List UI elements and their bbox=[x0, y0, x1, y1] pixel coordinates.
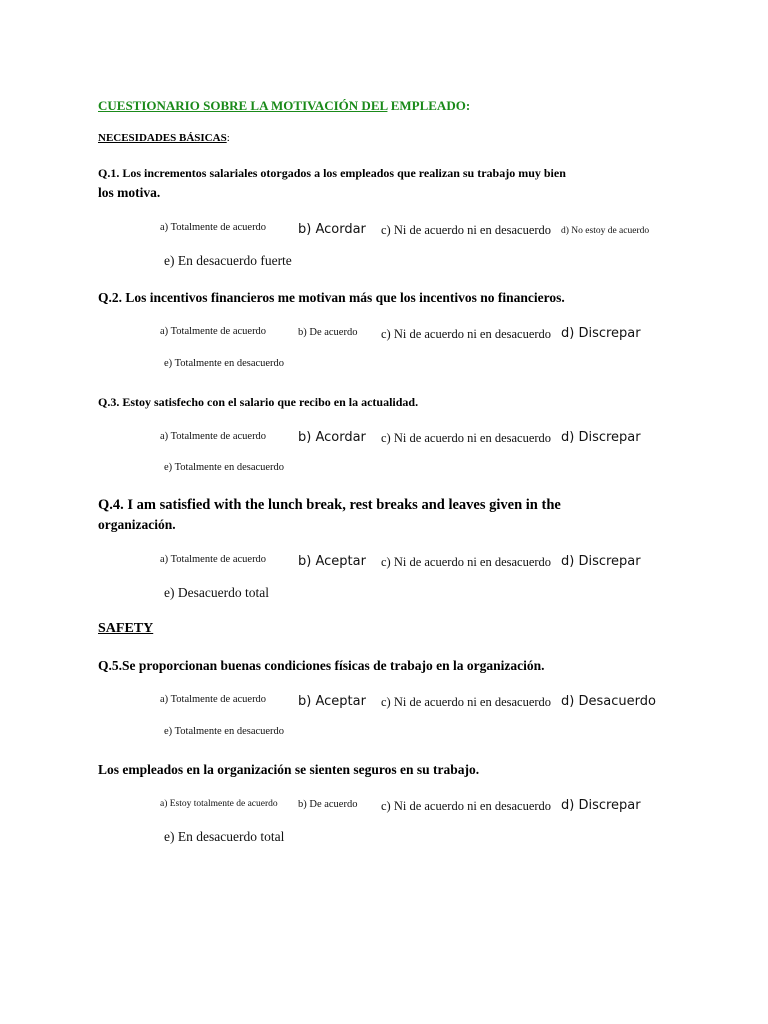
question-1-option-d[interactable]: d) No estoy de acuerdo bbox=[561, 226, 650, 236]
question-6-option-b[interactable]: b) De acuerdo bbox=[298, 799, 358, 810]
basic-needs-label: NECESIDADES BÁSICAS bbox=[98, 132, 227, 144]
question-1-option-e[interactable]: e) En desacuerdo fuerte bbox=[164, 253, 292, 268]
question-6-line-1: Los empleados en la organización se sienten seguros en su trabajo. bbox=[98, 762, 480, 777]
section-heading-safety: SAFETY bbox=[98, 621, 154, 636]
section-heading-basic-needs bbox=[98, 132, 230, 144]
question-5-option-b[interactable]: b) Aceptar bbox=[298, 694, 366, 709]
question-1-option-a[interactable]: a) Totalmente de acuerdo bbox=[160, 222, 267, 233]
question-6-option-a[interactable]: a) Estoy totalmente de acuerdo bbox=[160, 799, 278, 809]
title-rest: EMPLEADO: bbox=[387, 98, 471, 113]
question-6-option-e[interactable]: e) En desacuerdo total bbox=[164, 829, 285, 844]
question-5-line-1: Q.5.Se proporcionan buenas condiciones físicas de trabajo en la organización. bbox=[98, 658, 545, 673]
question-6-option-c[interactable]: c) Ni de acuerdo ni en desacuerdo bbox=[381, 799, 552, 813]
question-3-option-e[interactable]: e) Totalmente en desacuerdo bbox=[164, 462, 285, 473]
question-4-option-e[interactable]: e) Desacuerdo total bbox=[164, 585, 269, 600]
question-2-option-e[interactable]: e) Totalmente en desacuerdo bbox=[164, 358, 285, 369]
document-title bbox=[98, 98, 470, 114]
question-2-line-1: Q.2. Los incentivos financieros me motivan más que los incentivos no financieros. bbox=[98, 290, 565, 305]
question-5-option-d[interactable]: d) Desacuerdo bbox=[561, 694, 656, 709]
question-6-option-d[interactable]: d) Discrepar bbox=[561, 798, 641, 813]
question-3-line-1: Q.3. Estoy satisfecho con el salario que recibo en la actualidad. bbox=[98, 395, 419, 409]
question-4-option-c[interactable]: c) Ni de acuerdo ni en desacuerdo bbox=[381, 555, 552, 569]
question-1-line-2: los motiva. bbox=[98, 185, 161, 200]
question-1-option-c[interactable]: c) Ni de acuerdo ni en desacuerdo bbox=[381, 223, 552, 237]
question-4-option-a[interactable]: a) Totalmente de acuerdo bbox=[160, 554, 267, 565]
question-1-line-1: Q.1. Los incrementos salariales otorgados a los empleados que realizan su trabajo muy bien bbox=[98, 166, 566, 180]
basic-needs-colon: : bbox=[226, 132, 230, 144]
question-2-option-a[interactable]: a) Totalmente de acuerdo bbox=[160, 326, 267, 337]
question-2-option-d[interactable]: d) Discrepar bbox=[561, 326, 641, 341]
question-1-option-b[interactable]: b) Acordar bbox=[298, 222, 366, 237]
title-underlined-part: CUESTIONARIO SOBRE LA MOTIVACIÓN DEL bbox=[98, 98, 388, 113]
question-3-option-c[interactable]: c) Ni de acuerdo ni en desacuerdo bbox=[381, 431, 552, 445]
question-5-option-c[interactable]: c) Ni de acuerdo ni en desacuerdo bbox=[381, 695, 552, 709]
question-5-option-a[interactable]: a) Totalmente de acuerdo bbox=[160, 694, 267, 705]
question-4-line-2: organización. bbox=[98, 517, 176, 532]
question-3-option-a[interactable]: a) Totalmente de acuerdo bbox=[160, 431, 267, 442]
question-5-option-e[interactable]: e) Totalmente en desacuerdo bbox=[164, 726, 285, 737]
question-3-option-b[interactable]: b) Acordar bbox=[298, 430, 366, 445]
question-4-option-d[interactable]: d) Discrepar bbox=[561, 554, 641, 569]
question-2-option-b[interactable]: b) De acuerdo bbox=[298, 327, 358, 338]
question-3-option-d[interactable]: d) Discrepar bbox=[561, 430, 641, 445]
question-2-option-c[interactable]: c) Ni de acuerdo ni en desacuerdo bbox=[381, 327, 552, 341]
question-4-option-b[interactable]: b) Aceptar bbox=[298, 554, 366, 569]
question-4-line-1: Q.4. I am satisfied with the lunch break, rest breaks and leaves given in the bbox=[98, 497, 561, 513]
